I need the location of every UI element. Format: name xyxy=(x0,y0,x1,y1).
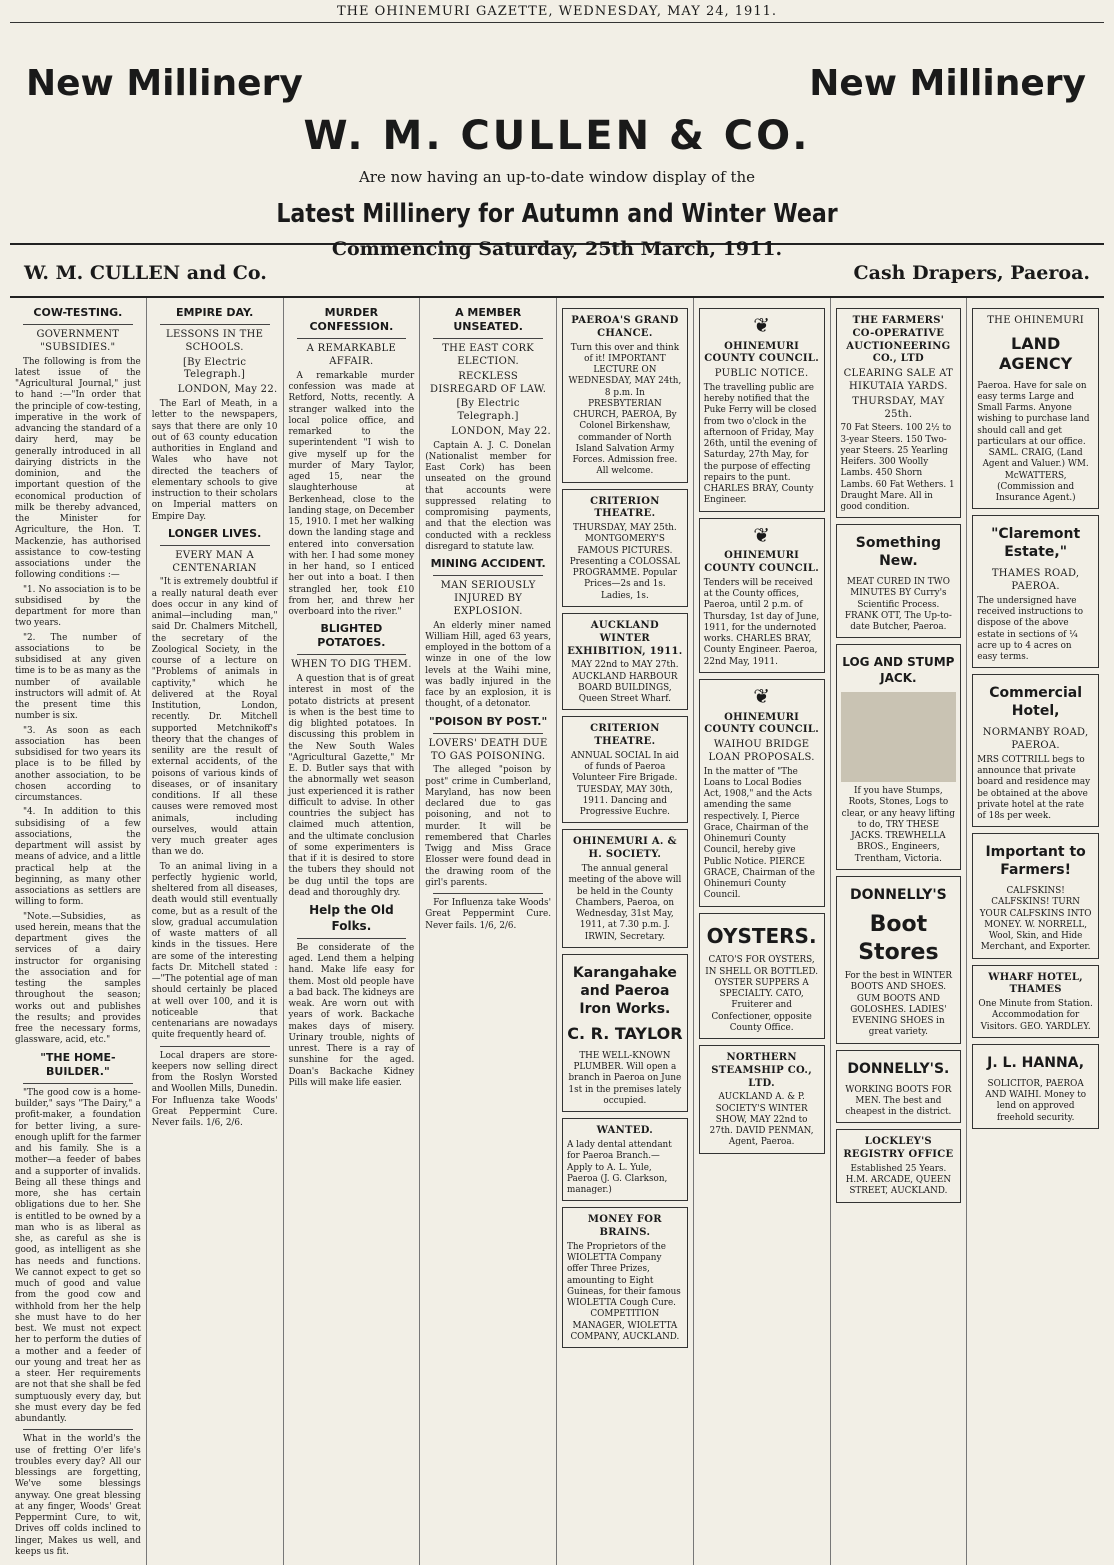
article-paragraph: A question that is of great interest in most of the potato districts at present is when is the best time to dig blighted potatoes. In discussing this problem in the New South Wales "Agricultural Gazette," Mr E. D. Butler says that with the abnormally wet season just experienced it is rather difficult to advise. In other countries the subject has claimed much attention, and the ultimate conclusion of some experimenters is that if it is desired to store the tubers they should not be dug until the tops are dead and thoroughly dry. xyxy=(288,674,415,898)
article-paragraph: An elderly miner named William Hill, aged 63 years, employed in the bottom of a winze in one of the low levels at the Waihi mine, was badly injured in the face by an explosion, it is thought, of a detonator. xyxy=(425,620,551,710)
banner-commencing: Commencing Saturday, 25th March, 1911. xyxy=(331,238,783,260)
ad-title: OYSTERS. xyxy=(706,923,817,948)
ad-subtitle: THAMES ROAD, PAEROA. xyxy=(991,568,1080,593)
ad-text: MEAT CURED IN TWO MINUTES BY Curry's Scientific Process. FRANK OTT, The Up-to-date Butcher, Paeroa. xyxy=(844,577,952,633)
new-millinery-right: New Millinery xyxy=(809,63,1086,104)
ad-date: THURSDAY, MAY 25th. xyxy=(852,395,945,420)
column-5 xyxy=(557,298,694,1565)
ad-text: THE WELL-KNOWN PLUMBER. Will open a branch in Paeroa on June 1st in the premises lately occupied. xyxy=(568,1050,682,1106)
article-title: "THE HOME-BUILDER." xyxy=(40,1050,116,1078)
ad-title: OHINEMURI A. & H. SOCIETY. xyxy=(572,836,677,861)
ad-box xyxy=(562,489,688,607)
column-2 xyxy=(147,298,284,1565)
banner-headline: Latest Millinery for Autumn and Winter Wear xyxy=(276,199,838,229)
article-paragraph: For Influenza take Woods' Great Peppermint Cure. Never fails. 1/6, 2/6. xyxy=(425,898,551,931)
telegraph-credit: [By Electric Telegraph.] xyxy=(456,398,520,423)
article-title: MINING ACCIDENT. xyxy=(430,557,546,571)
ad-title: OHINEMURI COUNTY COUNCIL. xyxy=(704,711,820,736)
banner-footer xyxy=(24,262,1090,284)
ad-name: C. R. TAYLOR xyxy=(567,1024,683,1044)
article-subtitle: A REMARKABLE AFFAIR. xyxy=(306,343,397,367)
ad-title: Commercial Hotel, xyxy=(989,685,1083,720)
stump-jack-illustration xyxy=(841,692,957,782)
ad-title: LOG AND STUMP JACK. xyxy=(842,655,955,685)
ad-text: SAML. CRAIG, (Land Agent and Valuer.) WM. McWATTERS, (Commission and Insurance Agent.) xyxy=(982,448,1089,504)
ad-box xyxy=(836,1129,962,1202)
columns xyxy=(10,296,1104,1557)
ad-title: AUCKLAND WINTER EXHIBITION, 1911. xyxy=(567,619,683,657)
ad-box xyxy=(836,524,962,638)
ad-title: LAND AGENCY xyxy=(999,333,1073,374)
crest-icon: ❦ xyxy=(753,522,770,547)
ad-text: If you have Stumps, Roots, Stones, Logs to clear, or any heavy lifting to do, TRY THESE JACKS. TREWHELLA BROS., Engineers, Trentham, Victoria. xyxy=(841,786,956,864)
ad-box xyxy=(699,308,825,512)
millinery-advertisement xyxy=(10,23,1104,245)
ad-title: CRITERION THEATRE. xyxy=(590,495,660,520)
ad-title: DONNELLY'S. xyxy=(847,1060,950,1077)
ad-text: CATO'S FOR OYSTERS, IN SHELL OR BOTTLED. OYSTER SUPPERS A SPECIALTY. CATO, Fruiterer and Confectioner, opposite County Office. xyxy=(705,955,818,1033)
ad-text: AUCKLAND A. & P. SOCIETY'S WINTER SHOW, MAY 22nd to 27th. DAVID PENMAN, Agent, Paeroa. xyxy=(709,1092,814,1148)
ad-box xyxy=(836,876,962,1044)
article-subtitle: MAN SERIOUSLY INJURED BY EXPLOSION. xyxy=(440,580,536,617)
ad-box xyxy=(972,1044,1099,1129)
new-millinery-left: New Millinery xyxy=(26,63,303,104)
ad-box xyxy=(699,518,825,673)
ad-title: OHINEMURI COUNTY COUNCIL. xyxy=(704,340,820,365)
article-paragraph: "2. The number of associations to be subsidised at any given time is to be as many as the number of available instructors will admit of. At the present time this number is six. xyxy=(15,632,141,722)
ad-text: MAY 22nd to MAY 27th. AUCKLAND HARBOUR BOARD BUILDINGS, Queen Street Wharf. xyxy=(571,660,679,705)
column-4 xyxy=(420,298,557,1565)
crest-icon: ❦ xyxy=(753,313,770,337)
ad-text: The annual general meeting of the above will be held in the County Chambers, Paeroa, on Wednesday, 31st May, 1911, at 7.30 p.m. J. IRWIN, Secretary. xyxy=(568,864,682,942)
ad-box xyxy=(699,679,825,907)
ad-title: OHINEMURI COUNTY COUNCIL. xyxy=(704,550,820,575)
dateline: LONDON, May 22. xyxy=(451,425,551,437)
banner-footer-left: W. M. CULLEN and Co. xyxy=(24,262,267,284)
ad-title: LOCKLEY'S REGISTRY OFFICE xyxy=(843,1136,954,1161)
ad-title: Karangahake and Paeroa Iron Works. xyxy=(572,964,677,1017)
ad-box xyxy=(562,308,688,483)
ad-box xyxy=(836,308,962,518)
ad-headline: Boot Stores xyxy=(858,911,939,965)
ad-title: MONEY FOR BRAINS. xyxy=(587,1214,662,1239)
ad-box xyxy=(699,1045,825,1154)
ad-box xyxy=(972,674,1099,827)
ad-subtitle: NORMANBY ROAD, PAEROA. xyxy=(982,727,1089,751)
ad-text: THURSDAY, MAY 25th. MONTGOMERY'S FAMOUS PICTURES. Presenting a COLOSSAL PROGRAMME. Popular Prices—2s and 1s. Ladies, 1s. xyxy=(569,523,681,601)
ad-text: The travelling public are hereby notified that the Puke Ferry will be closed from two o'clock in the afternoon of Friday, May 26th, until the evening of Saturday, 27th May, for the purpose of effecting repairs to the punt. CHARLES BRAY, County Engineer. xyxy=(703,382,817,506)
ad-title: Important to Farmers! xyxy=(985,844,1086,879)
ad-text: Paeroa. Have for sale on easy terms Large and Small Farms. Anyone wishing to purchase land should call and get particulars at our office. xyxy=(977,380,1090,447)
ad-text: One Minute from Station. Accommodation for Visitors. GEO. YARDLEY. xyxy=(978,999,1093,1032)
ad-text: Turn this over and think of it! IMPORTANT LECTURE ON WEDNESDAY, MAY 24th, 8 p.m. In PRESBYTERIAN CHURCH, PAEROA, By Colonel Birkenshaw, commander of North Island Salvation Army Forces. Admission free. All welcome. xyxy=(568,342,682,477)
article-title: EMPIRE DAY. xyxy=(175,306,254,319)
column-6 xyxy=(694,298,831,1565)
article-paragraph: What in the world's the use of fretting O'er life's troubles every day? All our blessings are forgetting, We've some blessings anyway. One great blessing at any finger, Woods' Great Peppermint Cure, to wit, Drives off colds inclined to linger, Makes us well, and keeps us fit. xyxy=(15,1434,141,1557)
article-title: LONGER LIVES. xyxy=(168,526,262,540)
ad-box xyxy=(562,829,688,947)
ad-text: For the best in WINTER BOOTS AND SHOES. GUM BOOTS AND GOLOSHES. LADIES' EVENING SHOES in great variety. xyxy=(844,971,952,1038)
ad-text: SOLICITOR, PAEROA AND WAIHI. Money to lend on approved freehold security. xyxy=(985,1078,1087,1123)
ad-title: CRITERION THEATRE. xyxy=(590,723,660,748)
ad-box xyxy=(562,716,688,823)
article-subtitle: WHEN TO DIG THEM. xyxy=(291,659,412,671)
article-subtitle: LOVERS' DEATH DUE TO GAS POISONING. xyxy=(428,737,548,762)
ad-box xyxy=(972,308,1099,509)
article-subtitle: RECKLESS DISREGARD OF LAW. xyxy=(430,370,547,395)
ad-text: CALFSKINS! CALFSKINS! TURN YOUR CALFSKINS INTO MONEY. W. NORRELL, Wool, Skin, and Hide Merchant, and Exporter. xyxy=(979,886,1092,953)
ad-box xyxy=(562,1118,688,1201)
ad-box xyxy=(972,833,1099,958)
ad-subtitle: CLEARING SALE AT HIKUTAIA YARDS. xyxy=(843,368,954,392)
ad-box xyxy=(562,1207,688,1348)
ad-box xyxy=(836,1050,962,1124)
ad-subtitle: WAIHOU BRIDGE LOAN PROPOSALS. xyxy=(708,739,815,763)
article-paragraph: The Earl of Meath, in a letter to the newspapers, says that there are only 10 out of 63 county education authorities in England and Wales who have not directed the teachers of elementary schools to give instruction to their scholars on Imperial matters on Empire Day. xyxy=(151,399,278,522)
article-paragraph: The following is from the latest issue of the "Agricultural Journal," just to hand :—"In order that the principle of cow-testing, imperative in the work of advancing the standard of a dairy herd, may be generally introduced in all dairying districts in the dominion, and the important question of the economical production of milk be thereby advanced, the Minister for Agriculture, the Hon. T. Mackenzie, has authorised assistance to cow-testing associations under the following conditions :— xyxy=(15,356,141,581)
article-subtitle: GOVERNMENT "SUBSIDIES." xyxy=(36,329,120,353)
crest-icon: ❦ xyxy=(753,683,770,708)
ad-title: WANTED. xyxy=(596,1125,654,1137)
ad-title: WHARF HOTEL, THAMES xyxy=(988,971,1083,996)
ad-title: DONNELLY'S xyxy=(850,886,947,903)
ad-text: 70 Fat Steers. 100 2½ to 3-year Steers. 150 Two-year Steers. 25 Yearling Heifers. 300 Woolly Lambs. 450 Shorn Lambs. 60 Fat Wethers. 1 Draught Mare. All in good condition. xyxy=(840,423,955,513)
article-paragraph: "The good cow is a home-builder," says "The Dairy," a profit-maker, a foundation for better living, a sure-enough uplift for the farmer and his family. She is a mother—a feeder of babes and a supporter of invalids. Being all these things and more, she has certain obligations due to her. She is entitled to be owned by a man who is as liberal as she, as careful as she is good, as intelligent as she has needs and functions. We cannot expect to get so much of good and value from the good cow and withhold from her the help she must have to do her best. We must not expect her to perform the duties of a mother and a feeder of our young and treat her as a steer. Her requirements are not that she shall be fed sumptuously every day, but she must every day be fed abundantly. xyxy=(15,1087,141,1425)
ad-title-top: THE OHINEMURI xyxy=(987,315,1085,326)
ad-box xyxy=(699,913,825,1039)
article-title: "POISON BY POST." xyxy=(429,714,548,728)
article-title: A MEMBER UNSEATED. xyxy=(453,306,523,334)
ad-text: In the matter of "The Loans to Local Bodies Act, 1908," and the Acts amending the same respectively. I, Pierce Grace, Chairman of the Ohinemuri County Council, hereby give Public Notice. PIERCE GRACE, Chairman of the Ohinemuri County Council. xyxy=(703,766,815,901)
ad-text: The undersigned have received instructions to dispose of the above estate in sections of ¼ acre up to 4 acres on easy terms. xyxy=(977,595,1083,663)
ad-text: WORKING BOOTS FOR MEN. The best and cheapest in the district. xyxy=(845,1084,952,1118)
ad-title: NORTHERN STEAMSHIP CO., LTD. xyxy=(711,1052,812,1089)
ad-title: PAEROA'S GRAND CHANCE. xyxy=(571,315,679,339)
ad-box xyxy=(972,965,1099,1038)
article-title: BLIGHTED POTATOES. xyxy=(317,622,386,650)
article-paragraph: "It is extremely doubtful if a really natural death ever does occur in any kind of animal—including man," said Dr. Chalmers Mitchell, the secretary of the Zoological Society, in the course of a lecture on "Problems of animals in captivity," which he delivered at the Royal Institution, London, recently. Dr. Mitchell supported Metchnikoff's theory that the changes of senility are the result of external accidents, of the poisons of various kinds of diseases, or of insanitary conditions. If all these causes were removed most animals, including ourselves, would attain very much greater ages than we do. xyxy=(151,577,278,858)
telegraph-credit: [By Electric Telegraph.] xyxy=(182,356,247,381)
article-paragraph: "3. As soon as each association has been subsidised for two years its place is to be filled by another association, to be chosen according to circumstances. xyxy=(15,725,141,804)
article-paragraph: Be considerate of the aged. Lend them a helping hand. Make life easy for them. Most old people have a bad back. The kidneys are weak. Are worn out with years of work. Backache makes days of misery. Urinary trouble, nights of unrest. There is a ray of sunshine for the aged. Doan's Backache Kidney Pills will make life easier. xyxy=(288,942,415,1088)
banner-subtitle: Are now having an up-to-date window display of the xyxy=(358,168,756,186)
ad-text: MRS COTTRILL begs to announce that private board and residence may be obtained at the above private hotel at the rate of 18s per week. xyxy=(977,754,1091,822)
ad-title: J. L. HANNA, xyxy=(987,1054,1085,1071)
ad-title: "Claremont Estate," xyxy=(991,526,1081,561)
ad-box xyxy=(972,515,1099,668)
article-title: Help the Old Folks. xyxy=(309,903,394,933)
article-paragraph: Captain A. J. C. Donelan (Nationalist member for East Cork) has been unseated on the ground that accounts were suppressed relating to compromising payments, and that the election was conducted with a reckless disregard to statute law. xyxy=(425,440,551,552)
article-title: MURDER CONFESSION. xyxy=(309,306,394,334)
article-subtitle: LESSONS IN THE SCHOOLS. xyxy=(166,329,264,353)
column-8 xyxy=(967,298,1104,1565)
banner-footer-right: Cash Drapers, Paeroa. xyxy=(853,262,1090,284)
article-paragraph: To an animal living in a perfectly hygienic world, sheltered from all diseases, death would still eventually come, but as a result of the slow, gradual accumulation of waste matters of all kinds in the tissues. Here are some of the interesting facts Dr. Mitchell stated :—"The potential age of man should certainly be placed at well over 100, and it is noticeable that centenarians are nowadays quite frequently heard of. xyxy=(151,861,278,1041)
ad-text: ANNUAL SOCIAL In aid of funds of Paeroa Volunteer Fire Brigade. TUESDAY, MAY 30th, 1911. Dancing and Progressive Euchre. xyxy=(570,750,679,818)
page-header: THE OHINEMURI GAZETTE, WEDNESDAY, MAY 24, 1911. xyxy=(10,0,1104,23)
article-paragraph: Local drapers are store-keepers now selling direct from the Roslyn Worsted and Woollen Mills, Dunedin. For Influenza take Woods' Great Peppermint Cure. Never fails. 1/6, 2/6. xyxy=(151,1050,278,1129)
ad-title: THE FARMERS' CO-OPERATIVE AUCTIONEERING CO., LTD xyxy=(846,315,951,365)
ad-box xyxy=(836,644,962,869)
ad-box xyxy=(562,954,688,1112)
article-paragraph: "4. In addition to this subsidising of a few associations, the department will assist by means of advice, and a little practical help at the beginning, as many other associations as settlers are willing to form. xyxy=(15,807,141,908)
article-title: COW-TESTING. xyxy=(33,306,123,319)
article-paragraph: A remarkable murder confession was made at Retford, Notts, recently. A stranger walked into the local police office, and remarked to the superintendent "I wish to give myself up for the murder of Mary Taylor, aged 15, near the slaughterhouse at Berkenhead, close to the landing stage, on December 15, 1910. I met her walking down the landing stage and entered into conversation with her. I had some money in her hand, so I enticed her out into a boat. I then strangled her, took £10 from her, and threw her overboard into the river." xyxy=(288,370,415,617)
dateline: LONDON, May 22. xyxy=(177,384,278,396)
ad-text: The Proprietors of the WIOLETTA Company offer Three Prizes, amounting to Eight Guineas, for their famous WIOLETTA Cough Cure. xyxy=(567,1241,681,1309)
article-paragraph: The alleged "poison by post" crime in Cumberland, Maryland, has now been declared due to gas poisoning, and not to murder. It will be remembered that Charles Twigg and Miss Grace Elosser were found dead in the drawing room of the girl's parents. xyxy=(425,765,551,888)
ad-text: A lady dental attendant for Paeroa Branch.—Apply to A. L. Yule, Paeroa (J. G. Clarkson, manager.) xyxy=(567,1140,672,1195)
column-3 xyxy=(284,298,421,1565)
ad-text: Established 25 Years. H.M. ARCADE, QUEEN STREET, AUCKLAND. xyxy=(845,1163,952,1197)
article-subtitle: THE EAST CORK ELECTION. xyxy=(442,343,535,367)
ad-text: Tenders will be received at the County offices, Paeroa, until 2 p.m. of Thursday, 1st day of June, 1911, for the undernoted works. CHARLES BRAY, County Engineer. Paeroa, 22nd May, 1911. xyxy=(703,577,820,667)
article-paragraph: "Note.—Subsidies, as used herein, means that the department gives the services of a dairy instructor for organising the association and for testing the samples throughout the season; works out and publishes the results; and provides free the necessary forms, glassware, acid, etc." xyxy=(15,911,141,1046)
article-subtitle: EVERY MAN A CENTENARIAN xyxy=(172,549,257,574)
column-1 xyxy=(10,298,147,1565)
ad-box xyxy=(562,613,688,710)
column-7 xyxy=(831,298,968,1565)
ad-text: COMPETITION MANAGER, WIOLETTA COMPANY, AUCKLAND. xyxy=(570,1309,680,1342)
ad-subtitle: PUBLIC NOTICE. xyxy=(714,368,809,380)
article-paragraph: "1. No association is to be subsidised by the department for more than two years. xyxy=(15,584,141,629)
company-name: W. M. CULLEN & CO. xyxy=(303,113,811,159)
ad-title: Something New. xyxy=(855,535,941,570)
